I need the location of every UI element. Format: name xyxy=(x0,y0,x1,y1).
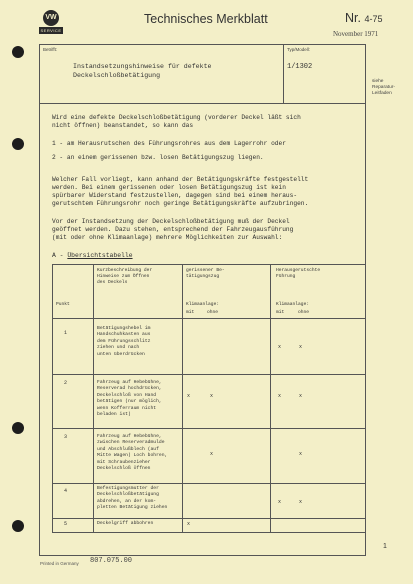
klima-label-cable: Klimaanlage: xyxy=(186,302,220,307)
cause-item-1: 1 - am Herausrutschen des Führungsrohres aus dem Lagerrohr oder xyxy=(52,140,286,147)
mit-label-tube: mit xyxy=(276,310,285,315)
nr-prefix: Nr. xyxy=(345,11,361,25)
type-value: 1/1302 xyxy=(287,63,313,71)
col-header-cable: gerissener Be- tätigungszug xyxy=(186,268,225,280)
table-mark: x xyxy=(210,393,214,399)
row-number: 4 xyxy=(64,488,68,494)
table-rule-col1 xyxy=(93,264,94,532)
row-description: Deckelgriff abbohren xyxy=(97,521,154,526)
binder-hole xyxy=(12,138,24,150)
table-row-rule xyxy=(52,428,366,429)
row-number: 5 xyxy=(64,521,68,527)
section-title: Übersichtstabelle xyxy=(67,252,133,259)
document-number xyxy=(345,11,382,25)
side-note: siehe Reparatur- Leitfaden xyxy=(372,79,395,96)
table-rule-col3 xyxy=(270,264,271,532)
table-mark: x xyxy=(299,499,303,505)
section-heading xyxy=(52,252,133,259)
table-mark: x xyxy=(278,393,282,399)
diagnosis-paragraph: Welcher Fall vorliegt, kann anhand der Betätigungskräfte festgestellt werden. Bei einem gerissenen oder losen Betätigungszug ist kein spürbarer Widerstand festzustellen, dagegen sind bei einem heraus- gerutschtem Führungsrohr noch geringe Betätigungskräfte aufzubringen. xyxy=(52,176,309,208)
table-mark: x xyxy=(187,393,191,399)
table-mark: x xyxy=(299,344,303,350)
klima-label-tube: Klimaanlage: xyxy=(276,302,310,307)
mit-label-cable: mit xyxy=(186,310,195,315)
row-description: Betätigungshebel im Handschuhkasten aus dem Führungsschlitz ziehen und nach unten überdrücken xyxy=(97,326,151,357)
row-description: Fahrzeug auf Hebebühne, Reserverad hochdrücken, Deckelschloß von Hand betätigen (nur möglich, wenn Kofferraum nicht beladen ist) xyxy=(97,380,162,418)
form-number: 807.075.00 xyxy=(90,557,133,565)
row-description: Fahrzeug auf Hebebühne, zwischen Reserveradmulde und Abschlußblech (auf Mitte Wagen) Loch bohren, mit Schraubenzieher Deckelschloß öffnen xyxy=(97,434,168,472)
page-title: Technisches Merkblatt xyxy=(144,12,268,26)
binder-hole xyxy=(12,46,24,58)
subject-text: Instandsetzungshinweise für defekte Deckelschloßbetätigung xyxy=(73,63,212,79)
row-description: Befestigungsmutter der Deckelschloßbetätigung abdrehen, an der kom- pletten Betätigung ziehen xyxy=(97,486,168,511)
row-number: 2 xyxy=(64,380,68,386)
table-rule-left xyxy=(52,264,53,532)
table-rule-col2 xyxy=(182,264,183,532)
cause-item-2: 2 - an einem gerissenen bzw. losen Betätigungszug liegen. xyxy=(52,154,264,161)
table-row-rule xyxy=(52,518,366,519)
header-rule xyxy=(39,103,366,104)
printed-in-germany: Printed in Germany xyxy=(40,561,79,566)
table-top-rule xyxy=(52,264,366,265)
binder-hole xyxy=(12,422,24,434)
section-prefix: A - xyxy=(52,252,68,259)
col-header-description: Kurzbeschreibung der Hinweise zum Öffnen des Deckels xyxy=(97,268,153,286)
ohne-label-cable: ohne xyxy=(207,310,219,315)
table-mark: x xyxy=(210,451,214,457)
binder-hole xyxy=(12,520,24,532)
row-number: 1 xyxy=(64,330,68,336)
table-mark: x xyxy=(187,521,191,527)
table-mark: x xyxy=(299,451,303,457)
table-row-rule xyxy=(52,374,366,375)
table-mark: x xyxy=(299,393,303,399)
col-header-punkt: Punkt xyxy=(56,302,70,307)
table-row-rule xyxy=(52,483,366,484)
table-head-rule xyxy=(52,318,366,319)
nr-value: 4-75 xyxy=(364,14,383,24)
table-mark: x xyxy=(278,344,282,350)
service-band: SERVICE xyxy=(40,28,62,33)
typ-label: Typ/Modell: xyxy=(287,47,311,52)
row-number: 3 xyxy=(64,434,68,440)
ohne-label-tube: ohne xyxy=(298,310,310,315)
header-divider xyxy=(283,44,284,104)
col-header-tube: Herausgerutschte Führung xyxy=(276,268,321,280)
page-number: 1 xyxy=(383,543,387,550)
betrifft-label: Betrifft: xyxy=(43,47,58,52)
table-row-rule xyxy=(52,532,366,533)
table-mark: x xyxy=(278,499,282,505)
intro-paragraph: Wird eine defekte Deckelschloßbetätigung (vorderer Deckel läßt sich nicht öffnen) beanstandet, so kann das xyxy=(52,114,301,130)
vw-logo: VW xyxy=(43,10,59,26)
procedure-paragraph: Vor der Instandsetzung der Deckelschloßbetätigung muß der Deckel geöffnet werden. Dazu stehen, entsprechend der Fahrzeugausführung (mit oder ohne Klimaanlage) mehrere Möglichkeiten zur Auswahl: xyxy=(52,218,294,242)
issue-date: November 1971 xyxy=(333,30,379,38)
